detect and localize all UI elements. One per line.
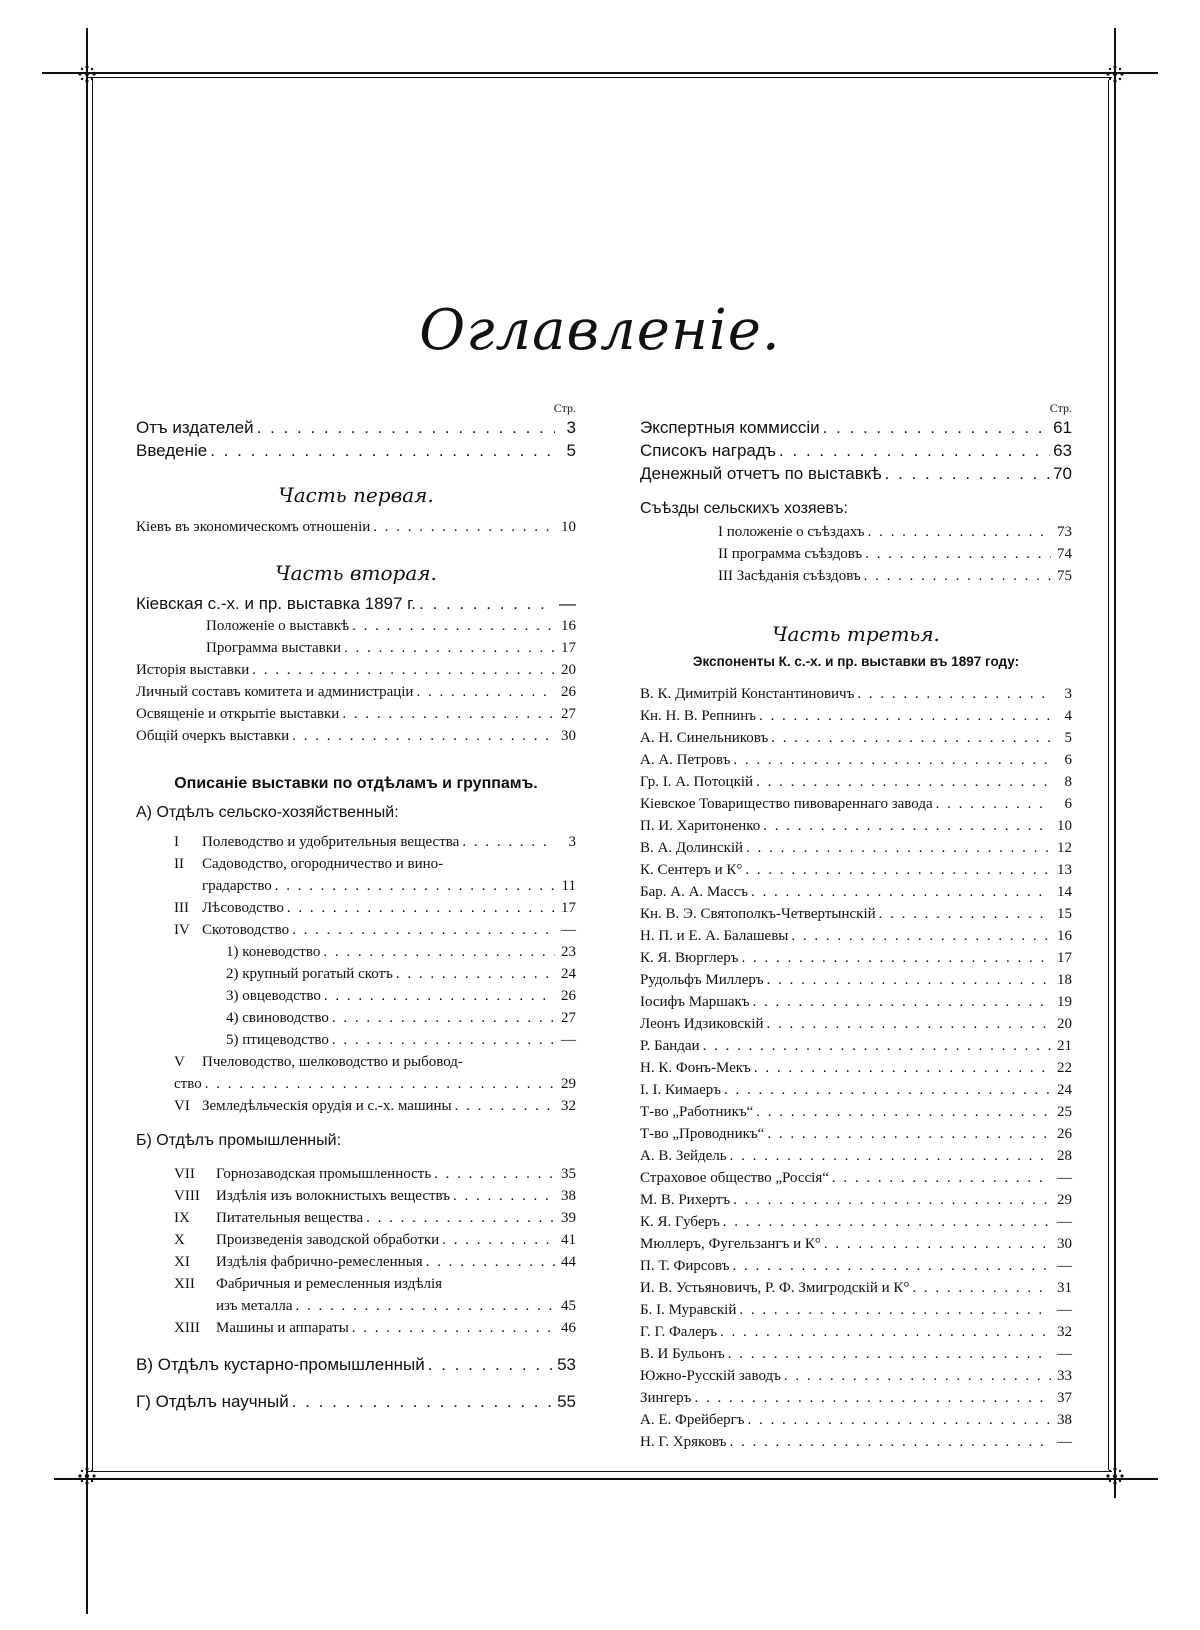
toc-entry[interactable]: Введеніе . . . 5	[136, 439, 576, 462]
part-heading: Часть вторая.	[275, 561, 437, 585]
exhibitor-name: Мюллеръ, Фугельзангъ и К°	[640, 1236, 821, 1252]
toc-entry[interactable]: Кіевская с.-х. и пр. выставка 1897 г. . . . —	[136, 592, 576, 615]
exhibitor-entry[interactable]	[640, 1035, 1072, 1057]
exhibitor-name: Г. Г. Фалеръ	[640, 1324, 717, 1340]
corner-ornament-icon	[65, 1454, 109, 1498]
toc-entry[interactable]: II программа съѣздовъ . . . 74	[640, 543, 1072, 565]
exhibitor-name: Кіевское Товарищество пивовареннаго завода	[640, 796, 933, 812]
exhibitor-page: 29	[1057, 1192, 1072, 1208]
exhibitor-entry[interactable]	[640, 903, 1072, 925]
exhibitor-page: 16	[1057, 928, 1072, 944]
exhibitor-entry[interactable]	[640, 1211, 1072, 1233]
exhibitor-entry[interactable]	[640, 727, 1072, 749]
exhibitor-page: 8	[1064, 774, 1072, 790]
toc-entry[interactable]: Экспертныя коммиссіи . . . 61	[640, 416, 1072, 439]
page-title: Оглавленіе.	[419, 298, 781, 363]
exhibitors-heading: Экспоненты К. с.-х. и пр. выставки въ 1897 году:	[692, 654, 1020, 669]
exhibitor-page: 12	[1057, 840, 1072, 856]
toc-entry[interactable]: 5) птицеводство . . . —	[136, 1029, 576, 1051]
toc-entry[interactable]: Программа выставки . . . 17	[136, 637, 576, 659]
exhibitor-entry[interactable]	[640, 1409, 1072, 1431]
exhibitor-page: 3	[1064, 686, 1072, 702]
exhibitor-entry[interactable]	[640, 1123, 1072, 1145]
exhibitor-entry[interactable]	[640, 969, 1072, 991]
toc-entry[interactable]: I Полеводство и удобрительныя вещества . . . 3	[136, 831, 576, 853]
toc-entry[interactable]: IX Питательныя вещества . . . 39	[136, 1207, 576, 1229]
exhibitor-page: 20	[1057, 1016, 1072, 1032]
toc-entry[interactable]: изъ металла . . . 45	[136, 1295, 576, 1317]
exhibitor-name: Н. Г. Хряковъ	[640, 1434, 727, 1450]
exhibitor-name: Б. І. Муравскій	[640, 1302, 737, 1318]
exhibitor-entry[interactable]	[640, 683, 1072, 705]
exhibitor-page: 5	[1064, 730, 1072, 746]
exhibitor-name: Н. К. Фонъ-Мекъ	[640, 1060, 751, 1076]
frame-top-inner-line	[88, 77, 1112, 78]
exhibitor-page: 15	[1057, 906, 1072, 922]
exhibitor-entry[interactable]	[640, 815, 1072, 837]
exhibitor-entry[interactable]	[640, 1321, 1072, 1343]
toc-entry[interactable]: Общій очеркъ выставки . . . 30	[136, 725, 576, 747]
exhibitor-entry[interactable]	[640, 1365, 1072, 1387]
exhibitor-name: А. В. Зейдель	[640, 1148, 727, 1164]
toc-entry[interactable]: Исторія выставки . . . 20	[136, 659, 576, 681]
exhibitor-name: А. А. Петровъ	[640, 752, 731, 768]
exhibitor-page: —	[1057, 1214, 1072, 1230]
toc-entry[interactable]: Г) Отдѣлъ научный . . . 55	[136, 1390, 576, 1413]
page-column-label: Стр.	[553, 401, 576, 415]
exhibitor-name: Н. П. и Е. А. Балашевы	[640, 928, 789, 944]
frame-right-line	[1114, 28, 1116, 1498]
exhibitor-entry[interactable]	[640, 1145, 1072, 1167]
toc-entry[interactable]: X Произведенія заводской обработки . . . 41	[136, 1229, 576, 1251]
toc-entry[interactable]: 2) крупный рогатый скотъ . . . 24	[136, 963, 576, 985]
exhibitor-name: Кн. Н. В. Репнинъ	[640, 708, 757, 724]
department-a-heading: А) Отдѣлъ сельско-хозяйственный:	[136, 804, 399, 821]
exhibitor-entry[interactable]	[640, 1233, 1072, 1255]
exhibitor-name: В. И Бульонъ	[640, 1346, 725, 1362]
exhibitor-page: 6	[1064, 752, 1072, 768]
exhibitor-entry[interactable]	[640, 1431, 1072, 1453]
exhibitor-page: —	[1057, 1302, 1072, 1318]
exhibitor-page: 28	[1057, 1148, 1072, 1164]
exhibitor-name: Гр. І. А. Потоцкій	[640, 774, 754, 790]
toc-entry[interactable]: Отъ издателей . . . 3	[136, 416, 576, 439]
exhibitor-name: К. Сентеръ и К°	[640, 862, 743, 878]
exhibitor-name: А. Е. Фрейбергъ	[640, 1412, 745, 1428]
toc-entry[interactable]: В) Отдѣлъ кустарно-промышленный . . . 53	[136, 1353, 576, 1376]
toc-entry[interactable]: I положеніе о съѣздахъ . . . 73	[640, 521, 1072, 543]
toc-entry[interactable]: III Засѣданія съѣздовъ . . . 75	[640, 565, 1072, 587]
exhibitor-page: 33	[1057, 1368, 1072, 1384]
exhibitor-page: 10	[1057, 818, 1072, 834]
exhibitor-name: И. В. Устьяновичъ, Р. Ф. Змигродскій и К°	[640, 1280, 910, 1296]
exhibitor-page: 37	[1057, 1390, 1072, 1406]
exhibitor-entry[interactable]	[640, 1277, 1072, 1299]
part-heading: Часть первая.	[278, 483, 434, 507]
corner-ornament-icon	[1093, 52, 1137, 96]
exhibitor-page: —	[1057, 1346, 1072, 1362]
corner-ornament-icon	[1093, 1454, 1137, 1498]
exhibitor-name: Рудольфъ Миллеръ	[640, 972, 764, 988]
toc-entry-line: V Пчеловодство, шелководство и рыбовод-	[174, 1054, 463, 1070]
exhibitor-name: Южно-Русскій заводъ	[640, 1368, 781, 1384]
toc-entry[interactable]: Положеніе о выставкѣ . . . 16	[136, 615, 576, 637]
exhibitor-name: Страховое общество „Россія“	[640, 1170, 829, 1186]
toc-entry[interactable]: IV Скотоводство . . . —	[136, 919, 576, 941]
toc-entry[interactable]: градарство . . . 11	[136, 875, 576, 897]
exhibitor-name: Т-во „Работникъ“	[640, 1104, 754, 1120]
exhibitor-entry[interactable]	[640, 1101, 1072, 1123]
toc-entry[interactable]: Денежный отчетъ по выставкѣ . . . 70	[640, 462, 1072, 485]
toc-entry[interactable]: VII Горнозаводская промышленность . . . 35	[136, 1163, 576, 1185]
exhibitor-name: Р. Бандаи	[640, 1038, 700, 1054]
toc-entry[interactable]: VI Земледѣльческія орудія и с.-х. машины . . . 32	[136, 1095, 576, 1117]
exhibitor-entry[interactable]	[640, 793, 1072, 815]
exhibitor-page: 6	[1064, 796, 1072, 812]
exhibitor-page: 13	[1057, 862, 1072, 878]
frame-bottom-line	[54, 1478, 1158, 1480]
exhibitor-entry[interactable]	[640, 705, 1072, 727]
toc-entry[interactable]: XI Издѣлія фабрично-ремесленныя . . . 44	[136, 1251, 576, 1273]
exhibitor-page: 30	[1057, 1236, 1072, 1252]
exhibitor-page: 18	[1057, 972, 1072, 988]
exhibitor-page: 38	[1057, 1412, 1072, 1428]
exhibitor-page: —	[1057, 1170, 1072, 1186]
exhibitor-list	[640, 683, 1072, 1453]
exhibitor-entry[interactable]	[640, 1299, 1072, 1321]
exhibitor-name: П. Т. Фирсовъ	[640, 1258, 730, 1274]
exhibitor-page: 19	[1057, 994, 1072, 1010]
exhibitor-page: 25	[1057, 1104, 1072, 1120]
exhibitor-name: В. А. Долинскій	[640, 840, 744, 856]
exhibitor-entry[interactable]	[640, 925, 1072, 947]
toc-entry[interactable]: ство . . . 29	[136, 1073, 576, 1095]
corner-ornament-icon	[65, 52, 109, 96]
toc-entry[interactable]: 3) овцеводство . . . 26	[136, 985, 576, 1007]
exhibitor-page: 14	[1057, 884, 1072, 900]
exhibitor-page: —	[1057, 1258, 1072, 1274]
exhibitor-name: Леонъ Идзиковскій	[640, 1016, 764, 1032]
frame-bottom-inner-line	[88, 1471, 1112, 1472]
toc-entry-line: II Садоводство, огородничество и вино-	[174, 856, 444, 872]
exhibitor-entry[interactable]	[640, 947, 1072, 969]
toc-right-column	[640, 400, 1072, 1453]
department-b-heading: Б) Отдѣлъ промышленный:	[136, 1132, 342, 1149]
exhibitor-page: 4	[1064, 708, 1072, 724]
exhibitor-entry[interactable]	[640, 881, 1072, 903]
exhibitor-entry[interactable]	[640, 1387, 1072, 1409]
toc-left-column	[136, 400, 576, 1413]
exhibitor-entry[interactable]	[640, 1057, 1072, 1079]
exhibitor-name: К. Я. Губеръ	[640, 1214, 720, 1230]
exhibitor-page: 32	[1057, 1324, 1072, 1340]
exhibitor-entry[interactable]	[640, 1167, 1072, 1189]
exhibitor-entry[interactable]	[640, 991, 1072, 1013]
part-heading: Часть третья.	[772, 622, 940, 646]
exhibitor-entry[interactable]	[640, 1189, 1072, 1211]
exhibitor-name: Зингеръ	[640, 1390, 692, 1406]
exhibitor-page: 24	[1057, 1082, 1072, 1098]
exhibitor-entry[interactable]	[640, 1343, 1072, 1365]
description-heading: Описаніе выставки по отдѣламъ и группамъ.	[174, 775, 538, 792]
exhibitor-name: М. В. Рихертъ	[640, 1192, 731, 1208]
exhibitor-entry[interactable]	[640, 837, 1072, 859]
toc-entry[interactable]: III Лѣсоводство . . . 17	[136, 897, 576, 919]
page-column-label: Стр.	[1049, 401, 1072, 415]
exhibitor-page: 31	[1057, 1280, 1072, 1296]
exhibitor-page: —	[1057, 1434, 1072, 1450]
exhibitor-name: А. Н. Синельниковъ	[640, 730, 769, 746]
frame-left-inner-line	[92, 80, 93, 1470]
exhibitor-name: І. І. Кимаеръ	[640, 1082, 721, 1098]
toc-entry[interactable]: Освященіе и открытіе выставки . . . 27	[136, 703, 576, 725]
exhibitor-page: 22	[1057, 1060, 1072, 1076]
exhibitor-entry[interactable]	[640, 749, 1072, 771]
exhibitor-entry[interactable]	[640, 771, 1072, 793]
toc-entry[interactable]: XIII Машины и аппараты . . . 46	[136, 1317, 576, 1339]
toc-entry[interactable]: Личный составъ комитета и администраціи . . . 26	[136, 681, 576, 703]
exhibitor-entry[interactable]	[640, 1079, 1072, 1101]
exhibitor-name: Т-во „Проводникъ“	[640, 1126, 765, 1142]
exhibitor-name: Кн. В. Э. Святополкъ-Четвертынскій	[640, 906, 876, 922]
exhibitor-name: Бар. А. А. Массъ	[640, 884, 749, 900]
exhibitor-name: Іосифъ Маршакъ	[640, 994, 750, 1010]
exhibitor-entry[interactable]	[640, 859, 1072, 881]
toc-entry[interactable]: Кіевъ въ экономическомъ отношеніи . . . 10	[136, 516, 576, 538]
exhibitor-name: К. Я. Вюрглеръ	[640, 950, 739, 966]
congress-heading: Съѣзды сельскихъ хозяевъ:	[640, 500, 848, 517]
exhibitor-page: 17	[1057, 950, 1072, 966]
toc-entry[interactable]: 1) коневодство . . . 23	[136, 941, 576, 963]
exhibitor-entry[interactable]	[640, 1255, 1072, 1277]
exhibitor-name: П. И. Харитоненко	[640, 818, 761, 834]
toc-entry[interactable]: 4) свиноводство . . . 27	[136, 1007, 576, 1029]
exhibitor-page: 21	[1057, 1038, 1072, 1054]
frame-top-line	[42, 72, 1158, 74]
toc-entry[interactable]: Списокъ наградъ . . . 63	[640, 439, 1072, 462]
exhibitor-entry[interactable]	[640, 1013, 1072, 1035]
exhibitor-name: В. К. Димитрій Константиновичъ	[640, 686, 855, 702]
frame-right-inner-line	[1108, 80, 1109, 1470]
toc-entry[interactable]: VIII Издѣлія изъ волокнистыхъ веществъ . . . 38	[136, 1185, 576, 1207]
exhibitor-page: 26	[1057, 1126, 1072, 1142]
toc-entry-line: XII Фабричныя и ремесленныя издѣлія	[174, 1276, 443, 1292]
frame-left-line	[86, 28, 88, 1614]
